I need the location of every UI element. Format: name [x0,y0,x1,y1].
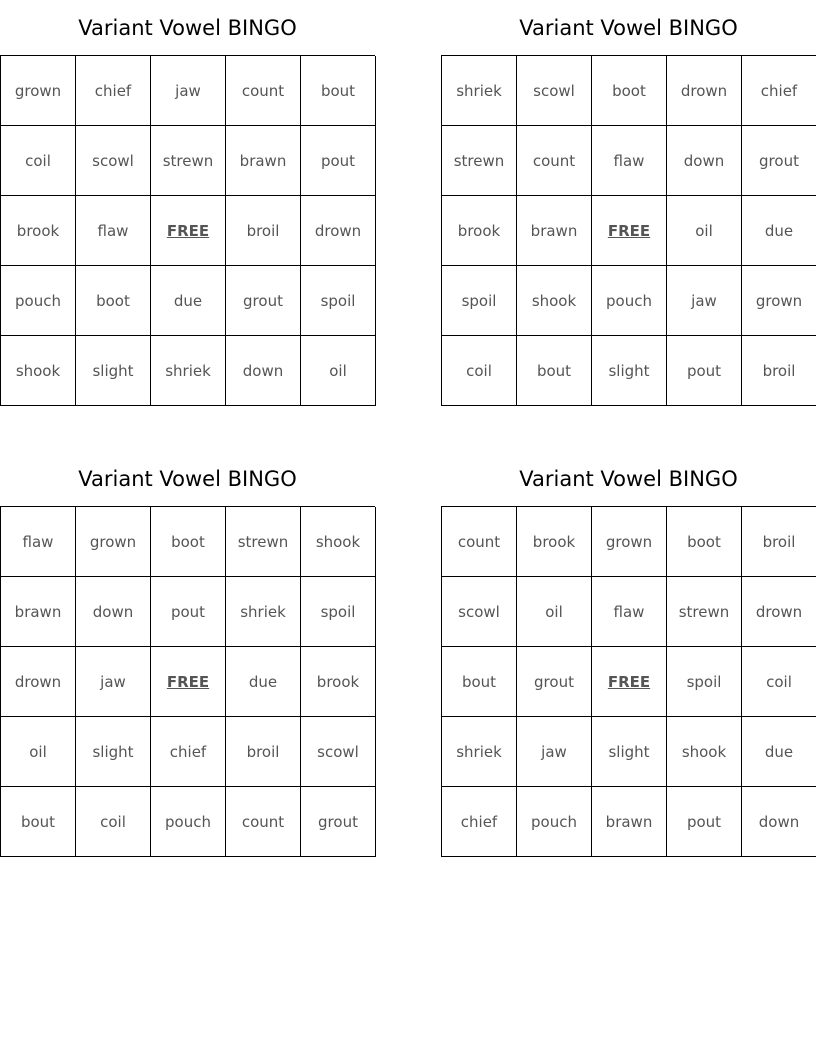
bingo-cell: shook [517,266,592,336]
bingo-cell: jaw [517,717,592,787]
bingo-cell: strewn [226,507,301,577]
free-space-cell: FREE [592,196,667,266]
bingo-cell: chief [442,787,517,857]
bingo-cell: oil [517,577,592,647]
card-title: Variant Vowel BINGO [78,466,297,491]
bingo-cell: down [76,577,151,647]
bingo-cell: boot [151,507,226,577]
bingo-cell: scowl [442,577,517,647]
bingo-cell: spoil [442,266,517,336]
bingo-cell: scowl [76,126,151,196]
bingo-cell: shook [301,507,376,577]
bingo-cell: brawn [1,577,76,647]
bingo-cell: drown [1,647,76,717]
bingo-cell: scowl [517,56,592,126]
bingo-cell: bout [1,787,76,857]
bingo-cell: slight [592,717,667,787]
bingo-cell: broil [742,336,816,406]
bingo-grid [0,55,375,406]
bingo-cell: scowl [301,717,376,787]
bingo-cell: broil [226,196,301,266]
bingo-cell: strewn [151,126,226,196]
bingo-cell: jaw [76,647,151,717]
bingo-cell: drown [667,56,742,126]
bingo-cell: broil [226,717,301,787]
bingo-cell: due [151,266,226,336]
card-title: Variant Vowel BINGO [519,466,738,491]
bingo-cell: grown [76,507,151,577]
bingo-cell: count [226,787,301,857]
bingo-cell: coil [442,336,517,406]
bingo-cell: down [226,336,301,406]
bingo-cell: pout [667,787,742,857]
bingo-cell: bout [442,647,517,717]
bingo-cell: coil [76,787,151,857]
free-space-cell: FREE [151,647,226,717]
bingo-grid [0,506,375,857]
card-title: Variant Vowel BINGO [78,15,297,40]
bingo-cell: grout [517,647,592,717]
bingo-cell: due [742,717,816,787]
bingo-cell: shook [1,336,76,406]
free-space-cell: FREE [592,647,667,717]
bingo-cell: drown [301,196,376,266]
bingo-cell: brawn [592,787,667,857]
bingo-cell: count [517,126,592,196]
bingo-cell: grout [301,787,376,857]
bingo-cell: pout [301,126,376,196]
bingo-cell: chief [76,56,151,126]
bingo-cell: spoil [667,647,742,717]
bingo-cell: pouch [151,787,226,857]
bingo-cell: grown [592,507,667,577]
bingo-cell: due [226,647,301,717]
bingo-cell: shook [667,717,742,787]
bingo-cell: oil [667,196,742,266]
bingo-cell: bout [301,56,376,126]
bingo-cell: brook [1,196,76,266]
bingo-cell: down [742,787,816,857]
bingo-cell: chief [151,717,226,787]
bingo-cell: slight [76,336,151,406]
bingo-cell: shriek [442,717,517,787]
bingo-cell: strewn [667,577,742,647]
bingo-cell: broil [742,507,816,577]
bingo-cell: chief [742,56,816,126]
bingo-cell: down [667,126,742,196]
bingo-grid [441,55,816,406]
bingo-cell: pout [151,577,226,647]
card-title: Variant Vowel BINGO [519,15,738,40]
bingo-cell: boot [592,56,667,126]
bingo-cell: drown [742,577,816,647]
bingo-cell: brawn [226,126,301,196]
bingo-cell: count [442,507,517,577]
bingo-cell: spoil [301,577,376,647]
bingo-cell: grout [742,126,816,196]
bingo-cell: shriek [442,56,517,126]
bingo-cell: brook [517,507,592,577]
bingo-cell: grout [226,266,301,336]
bingo-cell: flaw [592,577,667,647]
bingo-cell: oil [1,717,76,787]
bingo-cell: brook [442,196,517,266]
bingo-cell: coil [1,126,76,196]
bingo-cell: bout [517,336,592,406]
bingo-cell: oil [301,336,376,406]
bingo-cell: slight [592,336,667,406]
bingo-cell: brook [301,647,376,717]
bingo-cell: flaw [1,507,76,577]
bingo-cell: grown [1,56,76,126]
bingo-cell: grown [742,266,816,336]
bingo-cell: count [226,56,301,126]
bingo-cell: pout [667,336,742,406]
bingo-cell: pouch [1,266,76,336]
bingo-cell: coil [742,647,816,717]
bingo-cell: pouch [517,787,592,857]
bingo-cell: boot [76,266,151,336]
bingo-cell: pouch [592,266,667,336]
bingo-cell: jaw [667,266,742,336]
bingo-cell: due [742,196,816,266]
bingo-cell: shriek [226,577,301,647]
bingo-cell: jaw [151,56,226,126]
free-space-cell: FREE [151,196,226,266]
bingo-cell: boot [667,507,742,577]
bingo-grid [441,506,816,857]
bingo-cell: brawn [517,196,592,266]
bingo-cell: flaw [592,126,667,196]
bingo-cell: spoil [301,266,376,336]
bingo-cell: strewn [442,126,517,196]
bingo-cell: shriek [151,336,226,406]
bingo-cell: slight [76,717,151,787]
bingo-cell: flaw [76,196,151,266]
